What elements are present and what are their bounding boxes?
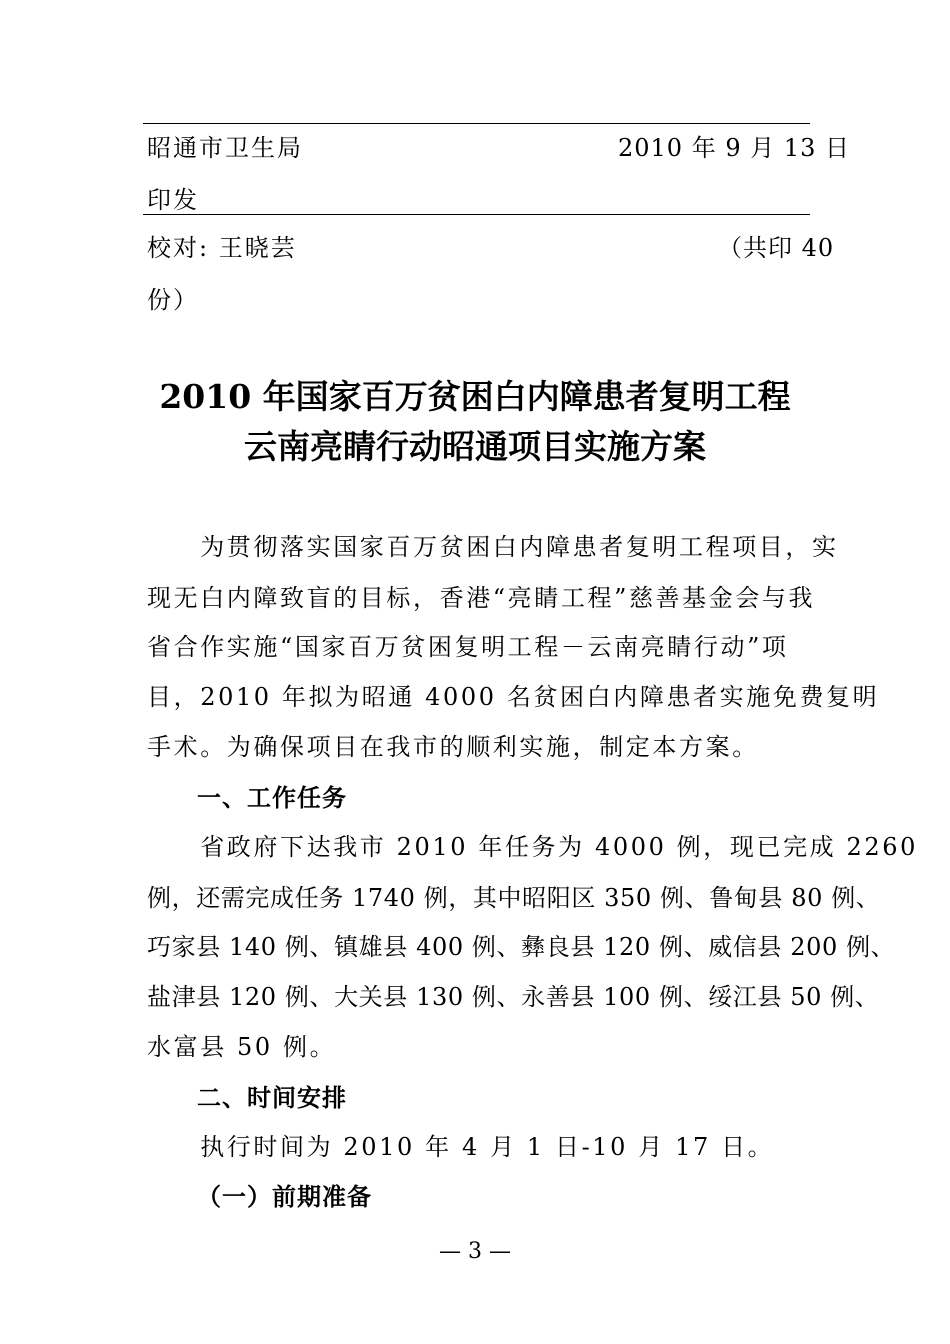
paragraph-line: 手术。为确保项目在我市的顺利实施，制定本方案。 xyxy=(147,733,759,761)
paragraph-line: 目，2010 年拟为昭通 4000 名贫困白内障患者实施免费复明 xyxy=(147,683,880,711)
paragraph-line: 省政府下达我市 2010 年任务为 4000 例，现已完成 2260 xyxy=(147,833,918,861)
issuer: 昭通市卫生局 xyxy=(147,134,303,162)
document-title-line1: 2010 年国家百万贫困白内障患者复明工程 xyxy=(159,377,791,416)
paragraph-line: 执行时间为 2010 年 4 月 1 日-10 月 17 日。 xyxy=(147,1133,775,1161)
paragraph-line: 现无白内障致盲的目标，香港“亮睛工程”慈善基金会与我 xyxy=(147,584,816,612)
section-heading-tasks: 一、工作任务 xyxy=(197,784,347,812)
paragraph-line: 水富县 50 例。 xyxy=(147,1033,337,1061)
document-title-line2: 云南亮睛行动昭通项目实施方案 xyxy=(244,427,706,466)
issue-date: 2010 年 9 月 13 日 xyxy=(618,134,851,162)
section-heading-schedule: 二、时间安排 xyxy=(197,1084,347,1112)
copies-unit: 份） xyxy=(147,286,199,314)
proofreader: 校对: 王晓芸 xyxy=(147,234,297,262)
paragraph-line: 巧家县 140 例、镇雄县 400 例、彝良县 120 例、威信县 200 例、 xyxy=(147,933,896,961)
subsection-heading-preparation: （一）前期准备 xyxy=(197,1183,372,1211)
page-number: — 3 — xyxy=(439,1239,511,1264)
paragraph-line: 例，还需完成任务 1740 例，其中昭阳区 350 例、鲁甸县 80 例、 xyxy=(147,884,881,912)
issued-label: 印发 xyxy=(147,186,199,214)
middle-rule xyxy=(143,214,810,215)
paragraph-line: 盐津县 120 例、大关县 130 例、永善县 100 例、绥江县 50 例、 xyxy=(147,983,880,1011)
top-rule xyxy=(143,123,810,124)
paragraph-line: 为贯彻落实国家百万贫困白内障患者复明工程项目，实 xyxy=(147,533,839,561)
paragraph-line: 省合作实施“国家百万贫困复明工程－云南亮睛行动”项 xyxy=(147,633,789,661)
copies-count: （共印 40 xyxy=(718,234,835,262)
